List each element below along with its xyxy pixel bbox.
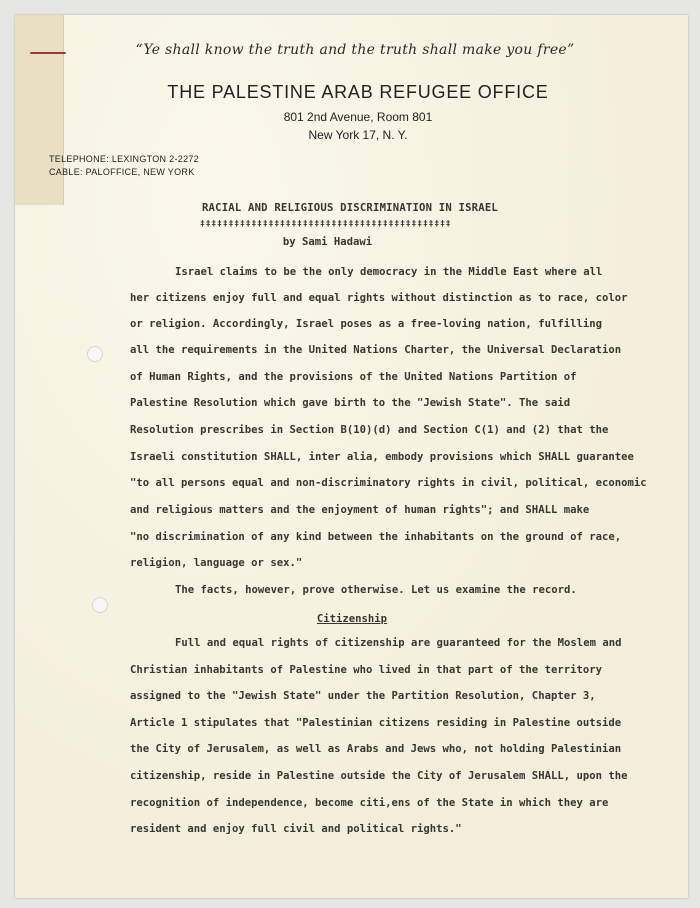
body-line: Full and equal rights of citizenship are guaranteed for the Moslem and (175, 637, 622, 649)
body-line: of Human Rights, and the provisions of the United Nations Partition of (130, 371, 577, 383)
body-line: Christian inhabitants of Palestine who lived in that part of the territory (130, 664, 602, 676)
letterhead-telephone: TELEPHONE: LEXINGTON 2-2272 (49, 154, 199, 164)
body-line: Resolution prescribes in Section B(10)(d) and Section C(1) and (2) that the (130, 424, 609, 436)
title-underline-rule: ‡‡‡‡‡‡‡‡‡‡‡‡‡‡‡‡‡‡‡‡‡‡‡‡‡‡‡‡‡‡‡‡‡‡‡‡‡‡‡‡‡‡‡‡ (200, 219, 452, 228)
letterhead-motto: “Ye shall know the truth and the truth shall make you free” (135, 42, 575, 58)
body-line: assigned to the "Jewish State" under the Partition Resolution, Chapter 3, (130, 690, 596, 702)
body-line: her citizens enjoy full and equal rights without distinction as to race, color (130, 292, 628, 304)
body-line: the City of Jerusalem, as well as Arabs and Jews who, not holding Palestinian (130, 743, 622, 755)
letterhead-address-line1: 801 2nd Avenue, Room 801 (283, 110, 433, 124)
letterhead-address-line2: New York 17, N. Y. (308, 128, 408, 142)
body-line: "no discrimination of any kind between the inhabitants on the ground of race, (130, 531, 622, 543)
body-line: religion, language or sex." (130, 557, 303, 569)
body-line: Article 1 stipulates that "Palestinian citizens residing in Palestine outside (130, 717, 622, 729)
body-line: Israeli constitution SHALL, inter alia, embody provisions which SHALL guarantee (130, 451, 634, 463)
section-heading-citizenship: Citizenship (316, 613, 388, 625)
body-line: or religion. Accordingly, Israel poses as a free-loving nation, fulfilling (130, 318, 602, 330)
body-line: and religious matters and the enjoyment of human rights"; and SHALL make (130, 504, 590, 516)
body-line: Palestine Resolution which gave birth to the "Jewish State". The said (130, 397, 571, 409)
letterhead-office-name: THE PALESTINE ARAB REFUGEE OFFICE (167, 82, 549, 102)
body-line: "to all persons equal and non-discriminatory rights in civil, political, economic (130, 477, 647, 489)
body-line: recognition of independence, become citi,ens of the State in which they are (130, 797, 609, 809)
body-line: citizenship, reside in Palestine outside the City of Jerusalem SHALL, upon the (130, 770, 628, 782)
punch-hole-bottom (92, 597, 108, 613)
document-title: RACIAL AND RELIGIOUS DISCRIMINATION IN ISRAEL (201, 202, 498, 214)
body-line: The facts, however, prove otherwise. Let us examine the record. (175, 584, 577, 596)
document-byline: by Sami Hadawi (282, 236, 373, 248)
letterhead-cable: CABLE: PALOFFICE, NEW YORK (49, 167, 195, 177)
body-line: resident and enjoy full civil and political rights." (130, 823, 462, 835)
punch-hole-top (87, 346, 103, 362)
body-line: all the requirements in the United Nations Charter, the Universal Declaration (130, 344, 622, 356)
body-line: Israel claims to be the only democracy in the Middle East where all (175, 266, 603, 278)
